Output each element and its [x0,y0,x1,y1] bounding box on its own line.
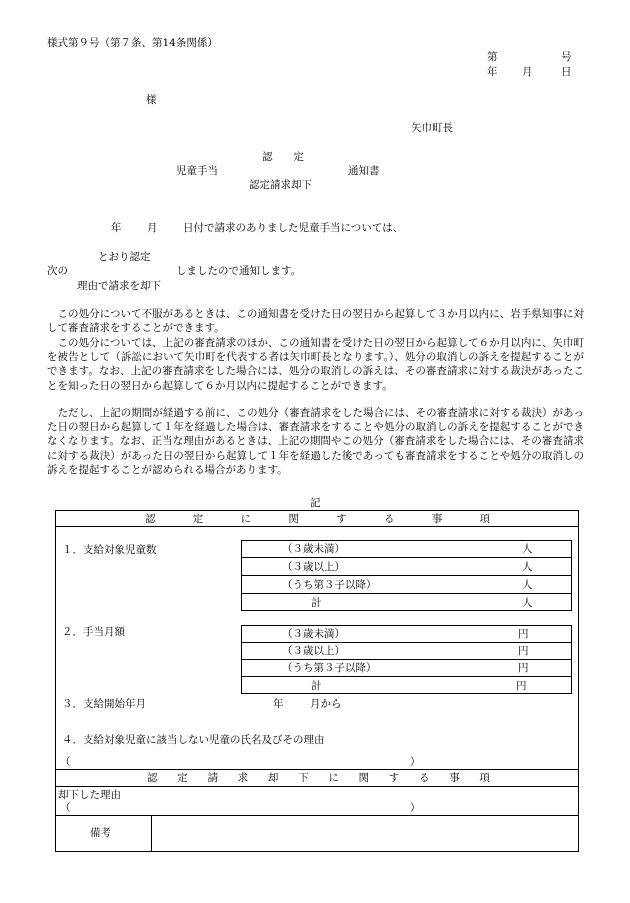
rejection-heading-char: に [328,772,339,784]
amount-over3-label: （３歳以上） [282,645,345,657]
number-prefix: 第 [487,51,498,63]
approval-heading-char: 事 [431,513,443,525]
divider [241,659,572,660]
intro-option-approve: とおり認定 [98,251,151,263]
rejection-heading-char: 定 [177,772,188,784]
amount-total-label: 計 [311,680,322,692]
amount-under3-unit: 円 [518,628,529,640]
approval-heading-char: に [240,513,252,525]
rejection-heading-char: 認 [147,772,158,784]
title-suffix: 通知書 [348,165,380,177]
divider [55,769,579,770]
count-over3-unit: 人 [522,561,533,573]
divider [55,815,579,816]
divider [241,593,572,594]
approval-heading-char: る [383,513,395,525]
number-suffix: 号 [561,51,572,63]
rejection-reason-label: 却下した理由 [58,789,121,801]
appeal-paragraph: この処分について不服があるときは、この通知書を受けた日の翌日から起算して３か月以内に、岩手県知事に対して審査請求をすることができます。 [47,308,584,335]
rejection-paren-open: （ [60,802,71,814]
issuer-title: 矢巾町長 [411,122,453,134]
form-number: 様式第９号（第７条、第14条関係） [47,37,218,49]
item3-label: ３．支給開始年月 [62,698,146,710]
count-under3-label: （３歳未満） [282,543,345,555]
item3-month: 月から [310,698,342,710]
divider [151,815,152,852]
amount-under3-label: （３歳未満） [282,628,345,640]
divider [241,575,572,576]
title-approval: 認 定 [262,151,304,163]
approval-heading-char: 定 [192,513,204,525]
intro-month: 月 [147,222,158,234]
title-rejection: 認定請求却下 [249,179,312,191]
approval-heading-char: 認 [145,513,156,525]
date-day: 日 [561,66,572,78]
rejection-paren-close: ） [410,802,421,814]
count-over3-label: （３歳以上） [282,561,345,573]
deadline-paragraph: ただし、上記の期間が経過する前に、この処分（審査請求をした場合には、その審査請求に対する裁決）があった日の翌日から起算して１年を経過した場合は、審査請求をすることや処分の取消しの訴えを提起することができなくなります。なお、正当な理由があるときは、上記の期間やこの処分（審査請求をした場合には、その審査請求に対する裁決）があった日の翌日から起算して１年を経過した後であっても審査請求をすることや処分の取消しの訴えを提起することが認められる場合があります。 [47,407,584,476]
rejection-heading-char: 下 [298,772,309,784]
item4-label: ４．支給対象児童に該当しない児童の氏名及びその理由 [62,734,325,746]
divider [241,557,572,558]
intro-next: 次の [47,265,68,277]
amount-third-child-label: （うち第３子以降） [282,662,377,674]
rejection-heading-char: 請 [207,772,218,784]
rejection-heading-char: 却 [267,772,279,784]
amount-over3-unit: 円 [518,645,529,657]
item2-label: ２．手当月額 [62,626,125,638]
intro-year: 年 [111,222,122,234]
item4-paren-open: （ [60,756,71,768]
date-year: 年 [487,66,498,78]
intro-ending: しましたので通知します。 [176,265,302,277]
approval-heading [145,512,490,526]
rejection-heading [147,771,490,785]
approval-heading-char: 項 [479,513,490,525]
item1-label: １．支給対象児童数 [62,544,157,556]
count-total-unit: 人 [522,597,533,609]
intro-text: 日付で請求のありました児童手当については、 [183,222,404,234]
divider [241,676,572,677]
rejection-heading-char: 関 [358,772,370,784]
amount-total-unit: 円 [516,680,527,692]
amount-third-child-unit: 円 [518,662,529,674]
rejection-heading-char: る [418,772,430,784]
date-month: 月 [522,66,533,78]
intro-option-reject: 理由で請求を却下 [77,280,161,292]
divider [241,642,572,643]
count-third-child-label: （うち第３子以降） [282,579,377,591]
rejection-heading-char: 求 [237,772,249,784]
count-total-label: 計 [311,597,322,609]
rejection-heading-char: 事 [449,772,460,784]
remarks-label: 備考 [90,827,111,839]
ki-label: 記 [310,497,321,509]
divider [55,786,579,787]
lawsuit-paragraph: この処分については、上記の審査請求のほか、この通知書を受けた日の翌日から起算して６か月以内に、矢巾町を被告として（訴訟において矢巾町を代表する者は矢巾町長となります。）、処分の取消しの訴えを提起することができます。なお、上記の審査請求をした場合には、処分の取消しの訴えは、その審査請求に対する裁決があったことを知った日の翌日から起算して６か月以内に提起することができます。 [47,337,584,392]
count-third-child-unit: 人 [522,579,533,591]
addressee-honorific: 様 [146,94,157,106]
count-under3-unit: 人 [522,543,533,555]
approval-heading-char: す [336,513,347,525]
rejection-heading-char: 項 [479,772,490,784]
rejection-heading-char: す [388,772,400,784]
divider [55,526,579,527]
approval-heading-char: 関 [288,513,299,525]
item4-paren-close: ） [410,756,421,768]
item3-year: 年 [273,698,284,710]
title-prefix: 児童手当 [176,165,218,177]
